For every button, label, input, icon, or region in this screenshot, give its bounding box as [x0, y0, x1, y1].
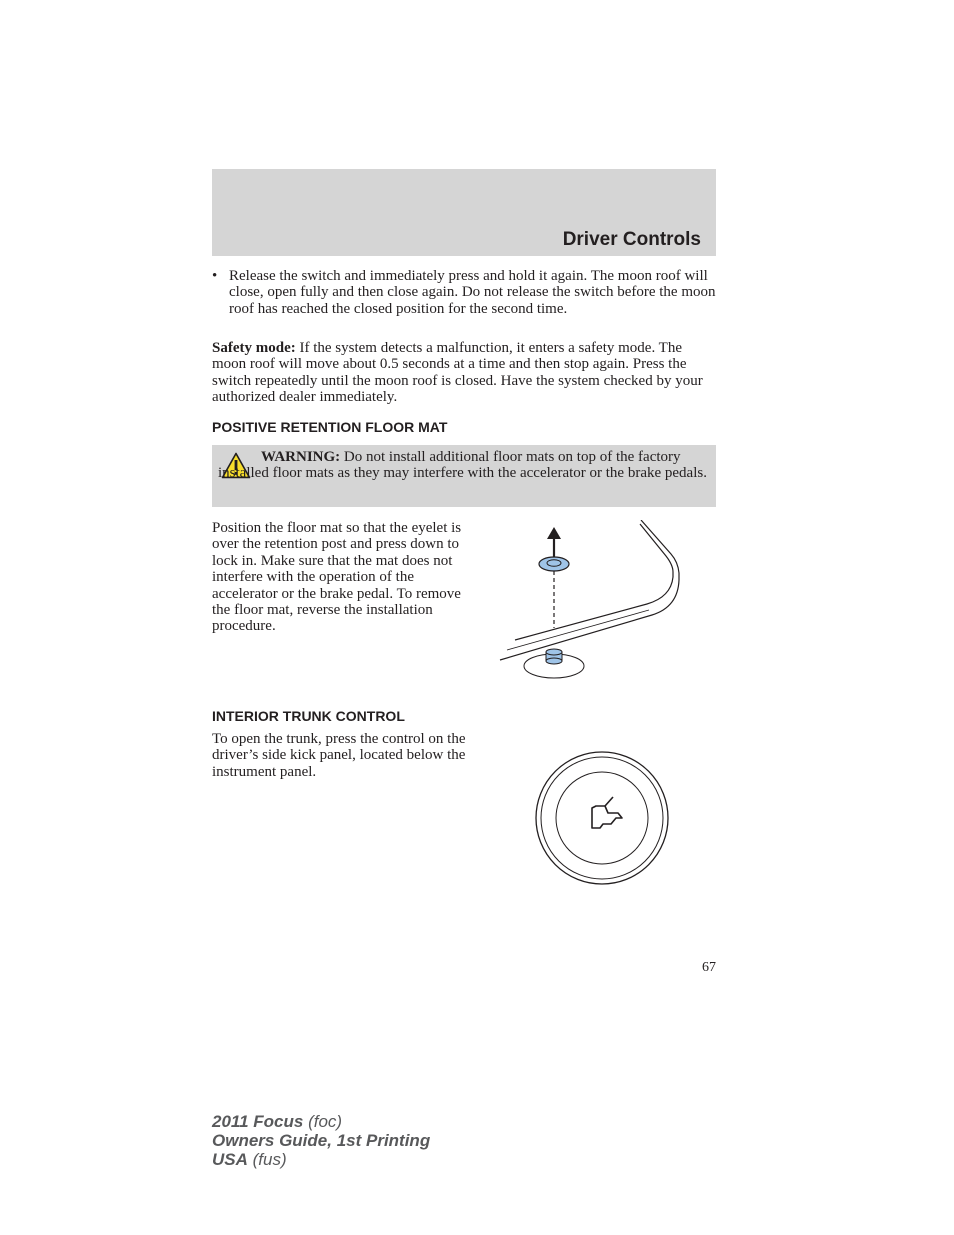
footer-market: USA [212, 1150, 248, 1169]
footer-line-2 [212, 1131, 430, 1150]
footer-model: 2011 Focus [212, 1112, 304, 1131]
footer-guide-title: Owners Guide, 1st Printing [212, 1131, 431, 1150]
warning-text: Do not install additional floor mats on top of the factory installed floor mats as they may interfere with the accelerator or the brake pedals. [218, 449, 707, 482]
floor-mat-illustration [495, 520, 685, 685]
safety-mode-text: If the system detects a malfunction, it enters a safety mode. The moon roof will move about 0.5 seconds at a time and then stop again. Press the switch repeatedly until the moon roof is closed. Have the system checked by your authorized dealer immediately. [212, 340, 703, 406]
section-header-band [212, 169, 716, 256]
trunk-open-icon [592, 797, 622, 828]
floor-mat-heading: POSITIVE RETENTION FLOOR MAT [212, 419, 448, 435]
safety-mode-paragraph [212, 340, 716, 406]
footer-model-code: (foc) [303, 1112, 343, 1131]
trunk-release-button-illustration [534, 750, 670, 886]
page-number: 67 [702, 960, 716, 975]
bullet-symbol: • [212, 268, 218, 284]
section-title: Driver Controls [562, 229, 701, 250]
warning-message [218, 449, 708, 482]
footer-line-1 [212, 1112, 430, 1131]
trunk-heading: INTERIOR TRUNK CONTROL [212, 708, 405, 724]
warning-box [212, 445, 716, 507]
footer-market-code: (fus) [247, 1150, 287, 1169]
warning-label: WARNING: [261, 449, 341, 465]
floor-mat-instructions: Position the floor mat so that the eyelet is over the retention post and press down to lock in. Make sure that the mat does not interfere with the operation of the accelerator or the brake pedal. To remove the floor mat, reverse the installation procedure. [212, 520, 462, 635]
bullet-item [212, 268, 716, 317]
footer-line-3 [212, 1150, 430, 1169]
safety-mode-label: Safety mode: [212, 340, 296, 356]
bullet-text: Release the switch and immediately press and hold it again. The moon roof will close, open fully and then close again. Do not release the switch before the moon roof has reached the closed position for the second time. [229, 268, 716, 317]
trunk-instructions: To open the trunk, press the control on the driver’s side kick panel, located below the instrument panel. [212, 731, 466, 780]
document-footer [212, 1112, 430, 1169]
